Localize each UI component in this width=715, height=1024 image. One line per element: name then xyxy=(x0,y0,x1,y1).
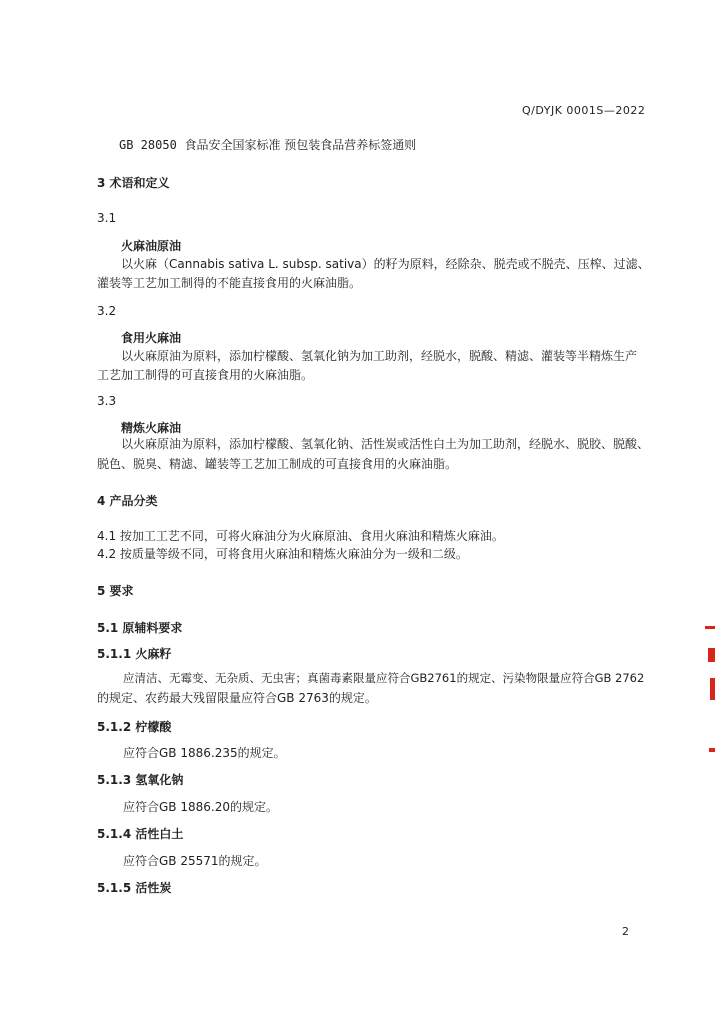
term-3-3-number: 3.3 xyxy=(97,394,117,408)
section-5-heading: 5 要求 xyxy=(97,584,134,598)
clause-5-1-4-text: 应符合GB 25571的规定。 xyxy=(123,854,267,868)
clause-5-1-1-text-line2: 的规定、农药最大残留限量应符合GB 2763的规定。 xyxy=(97,691,377,705)
clause-5-1-heading: 5.1 原辅料要求 xyxy=(97,621,183,635)
term-3-2-definition-line1: 以火麻原油为原料，添加柠檬酸、氢氧化钠为加工助剂，经脱水，脱酸、精滤、灌装等半精炼生产 xyxy=(121,349,638,363)
reference-title: 食品安全国家标准 预包装食品营养标签通则 xyxy=(184,138,417,152)
item-4-2: 4.2 按质量等级不同，可将食用火麻油和精炼火麻油分为一级和二级。 xyxy=(97,547,468,561)
clause-5-1-2-heading: 5.1.2 柠檬酸 xyxy=(97,720,172,734)
term-3-2-definition-line2: 工艺加工制得的可直接食用的火麻油脂。 xyxy=(97,368,314,382)
document-code: Q/DYJK 0001S—2022 xyxy=(522,104,646,117)
term-3-3-definition-line1: 以火麻原油为原料，添加柠檬酸、氢氧化钠、活性炭或活性白土为加工助剂，经脱水、脱胶、脱酸、 xyxy=(121,437,650,451)
clause-5-1-1-text-line1: 应清洁、无霉变、无杂质、无虫害；真菌毒素限量应符合GB2761的规定、污染物限量应符合GB 2762 xyxy=(123,671,645,685)
reference-line xyxy=(119,137,416,153)
term-3-1-definition-line1: 以火麻（Cannabis sativa L. subsp. sativa）的籽为原料，经除杂、脱壳或不脱壳、压榨、过滤、 xyxy=(121,257,650,271)
clause-5-1-1-heading: 5.1.1 火麻籽 xyxy=(97,647,172,661)
term-3-3-definition-line2: 脱色、脱臭、精滤、罐装等工艺加工制成的可直接食用的火麻油脂。 xyxy=(97,457,458,471)
term-3-2-title: 食用火麻油 xyxy=(121,331,182,345)
clause-5-1-2-text: 应符合GB 1886.235的规定。 xyxy=(123,746,286,760)
clause-5-1-5-heading: 5.1.5 活性炭 xyxy=(97,881,172,895)
item-4-1: 4.1 按加工工艺不同，可将火麻油分为火麻原油、食用火麻油和精炼火麻油。 xyxy=(97,529,504,543)
page-number: 2 xyxy=(622,925,629,938)
clause-5-1-4-heading: 5.1.4 活性白土 xyxy=(97,827,184,841)
reference-code: GB 28050 xyxy=(119,138,177,152)
clause-5-1-3-text: 应符合GB 1886.20的规定。 xyxy=(123,800,278,814)
section-3-heading: 3 术语和定义 xyxy=(97,176,170,190)
term-3-2-number: 3.2 xyxy=(97,304,117,318)
term-3-1-definition-line2: 灌装等工艺加工制得的不能直接食用的火麻油脂。 xyxy=(97,276,362,290)
edge-seal-marks xyxy=(701,618,715,768)
section-4-heading: 4 产品分类 xyxy=(97,494,158,508)
clause-5-1-3-heading: 5.1.3 氢氧化钠 xyxy=(97,773,184,787)
term-3-1-number: 3.1 xyxy=(97,211,117,225)
term-3-1-title: 火麻油原油 xyxy=(121,239,182,253)
term-3-3-title: 精炼火麻油 xyxy=(121,421,182,435)
